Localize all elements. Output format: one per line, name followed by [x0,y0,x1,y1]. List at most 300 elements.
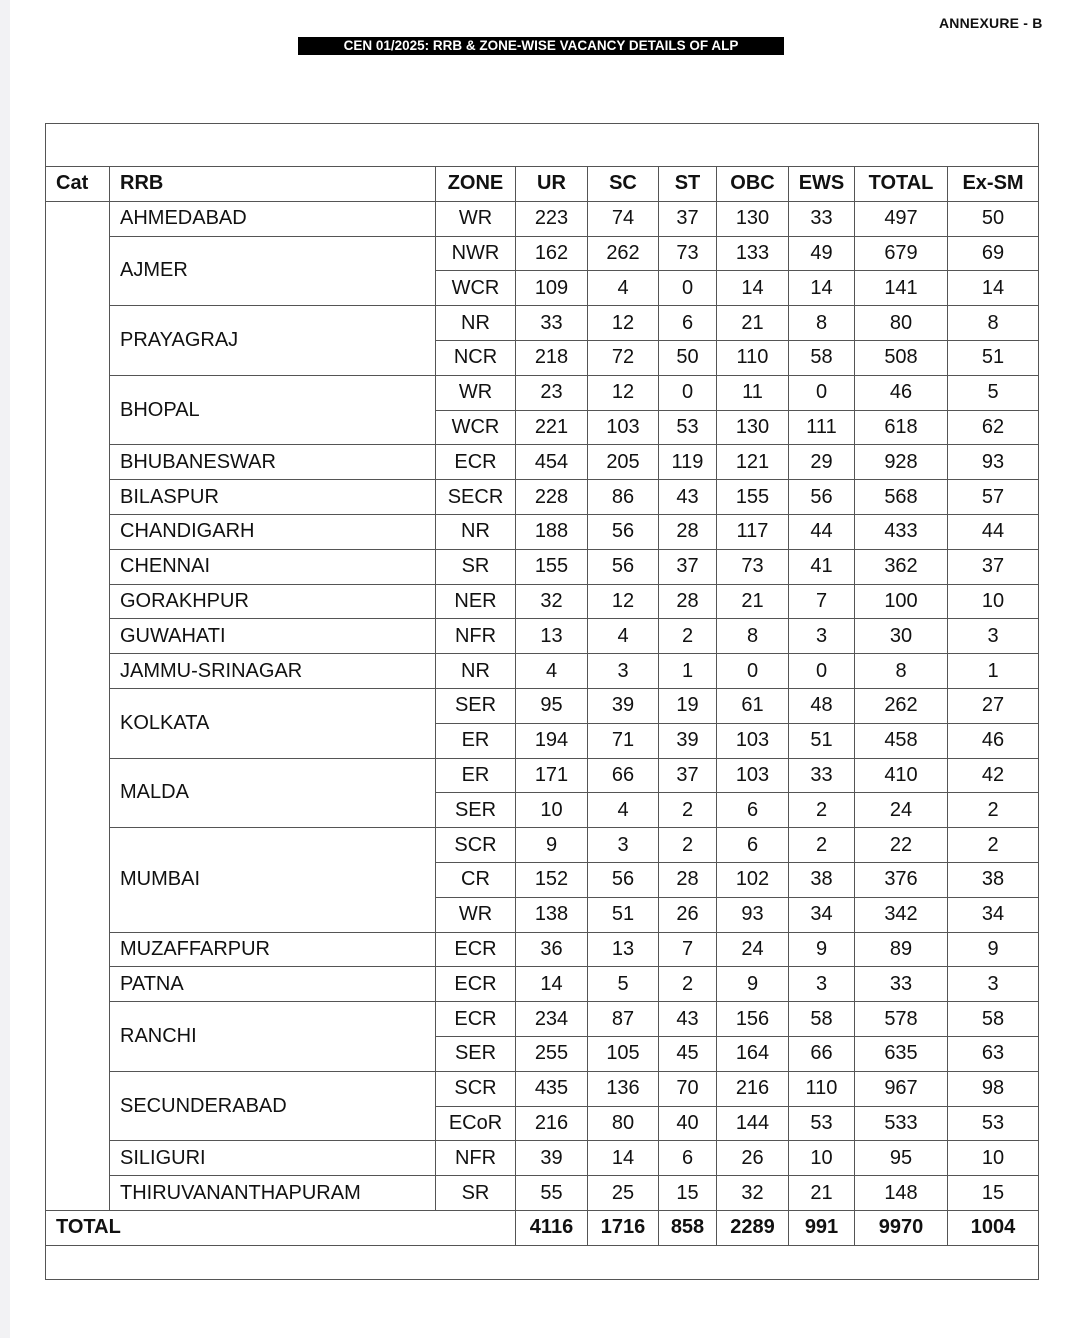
obc-cell: 130 [717,201,789,236]
total-cell: 679 [855,236,948,271]
column-header-ex-sm: Ex-SM [948,167,1039,202]
table-row [46,758,1039,793]
ex-sm-cell: 27 [948,688,1039,723]
zone-cell: ER [436,723,516,758]
ews-cell: 2 [789,793,855,828]
obc-cell: 6 [717,828,789,863]
obc-cell: 8 [717,619,789,654]
st-cell: 28 [659,514,717,549]
ews-cell: 0 [789,654,855,689]
total-cell: 30 [855,619,948,654]
total-cell: 148 [855,1176,948,1211]
sc-cell: 3 [588,828,659,863]
st-cell: 73 [659,236,717,271]
st-cell: 37 [659,549,717,584]
obc-cell: 21 [717,306,789,341]
table-row [46,828,1039,863]
zone-cell: NWR [436,236,516,271]
sc-cell: 71 [588,723,659,758]
total-cell: 33 [855,967,948,1002]
sc-cell: 205 [588,445,659,480]
ex-sm-cell: 44 [948,514,1039,549]
page-title: CEN 01/2025: RRB & ZONE-WISE VACANCY DETAILS OF ALP [298,37,784,55]
total-cell: 100 [855,584,948,619]
st-cell: 53 [659,410,717,445]
total-cell: 928 [855,445,948,480]
ews-cell: 14 [789,271,855,306]
st-cell: 37 [659,201,717,236]
total-cell: 262 [855,688,948,723]
ex-sm-cell: 42 [948,758,1039,793]
sc-cell: 86 [588,480,659,515]
rrb-name-cell: BHUBANESWAR [110,445,436,480]
ex-sm-cell: 46 [948,723,1039,758]
st-cell: 2 [659,828,717,863]
rrb-name-cell: RANCHI [110,1002,436,1072]
st-cell: 2 [659,967,717,1002]
table-row [46,514,1039,549]
st-cell: 7 [659,932,717,967]
total-label: TOTAL [46,1210,516,1245]
ex-sm-cell: 51 [948,340,1039,375]
sc-cell: 25 [588,1176,659,1211]
total-cell: 376 [855,862,948,897]
ews-cell: 66 [789,1036,855,1071]
obc-cell: 6 [717,793,789,828]
rrb-name-cell: BHOPAL [110,375,436,445]
ex-sm-cell: 9 [948,932,1039,967]
zone-cell: SECR [436,480,516,515]
ews-cell: 0 [789,375,855,410]
obc-cell: 144 [717,1106,789,1141]
sc-cell: 14 [588,1141,659,1176]
sc-cell: 56 [588,862,659,897]
ex-sm-cell: 5 [948,375,1039,410]
ur-cell: 36 [516,932,588,967]
ex-sm-cell: 98 [948,1071,1039,1106]
sc-cell: 4 [588,793,659,828]
rrb-name-cell: KOLKATA [110,688,436,758]
table-row [46,967,1039,1002]
table-row [46,1071,1039,1106]
ex-sm-cell: 62 [948,410,1039,445]
st-cell: 39 [659,723,717,758]
table-row [46,375,1039,410]
zone-cell: SER [436,688,516,723]
ews-cell: 49 [789,236,855,271]
rrb-name-cell: MUZAFFARPUR [110,932,436,967]
st-cell: 70 [659,1071,717,1106]
total-cell: 95 [855,1141,948,1176]
total-cell: 22 [855,828,948,863]
ex-sm-cell: 3 [948,619,1039,654]
ur-cell: 109 [516,271,588,306]
sc-cell: 12 [588,584,659,619]
zone-cell: ECoR [436,1106,516,1141]
rrb-name-cell: PRAYAGRAJ [110,306,436,376]
total-cell: 46 [855,375,948,410]
sc-cell: 105 [588,1036,659,1071]
ur-cell: 194 [516,723,588,758]
total-cell: 80 [855,306,948,341]
ex-sm-cell: 14 [948,271,1039,306]
obc-cell: 130 [717,410,789,445]
ews-cell: 58 [789,340,855,375]
sc-cell: 4 [588,271,659,306]
column-header-obc: OBC [717,167,789,202]
table-top-spacer-cell [46,124,1039,167]
st-cell: 0 [659,271,717,306]
ur-cell: 9 [516,828,588,863]
sc-cell: 74 [588,201,659,236]
document-page [10,0,1080,1338]
obc-cell: 103 [717,723,789,758]
table-row [46,201,1039,236]
total-sc-cell: 1716 [588,1210,659,1245]
total-cell: 635 [855,1036,948,1071]
ews-cell: 44 [789,514,855,549]
st-cell: 40 [659,1106,717,1141]
ur-cell: 33 [516,306,588,341]
ews-cell: 51 [789,723,855,758]
st-cell: 2 [659,619,717,654]
ews-cell: 53 [789,1106,855,1141]
obc-cell: 133 [717,236,789,271]
total-cell: 8 [855,654,948,689]
total-obc-cell: 2289 [717,1210,789,1245]
sc-cell: 66 [588,758,659,793]
column-header-sc: SC [588,167,659,202]
ur-cell: 13 [516,619,588,654]
st-cell: 43 [659,1002,717,1037]
zone-cell: NR [436,514,516,549]
ex-sm-cell: 50 [948,201,1039,236]
column-header-cat: Cat [46,167,110,202]
total-cell: 24 [855,793,948,828]
total-cell: 342 [855,897,948,932]
ex-sm-cell: 15 [948,1176,1039,1211]
ur-cell: 55 [516,1176,588,1211]
total-cell: 533 [855,1106,948,1141]
st-cell: 1 [659,654,717,689]
sc-cell: 13 [588,932,659,967]
column-header-st: ST [659,167,717,202]
ews-cell: 34 [789,897,855,932]
obc-cell: 121 [717,445,789,480]
table-row [46,1141,1039,1176]
obc-cell: 32 [717,1176,789,1211]
ews-cell: 38 [789,862,855,897]
column-header-ews: EWS [789,167,855,202]
ex-sm-cell: 93 [948,445,1039,480]
st-cell: 2 [659,793,717,828]
ur-cell: 218 [516,340,588,375]
ur-cell: 39 [516,1141,588,1176]
ex-sm-cell: 10 [948,584,1039,619]
obc-cell: 26 [717,1141,789,1176]
ex-sm-cell: 69 [948,236,1039,271]
ur-cell: 138 [516,897,588,932]
zone-cell: WCR [436,271,516,306]
obc-cell: 216 [717,1071,789,1106]
st-cell: 43 [659,480,717,515]
rrb-name-cell: PATNA [110,967,436,1002]
zone-cell: SER [436,793,516,828]
zone-cell: WCR [436,410,516,445]
ur-cell: 223 [516,201,588,236]
rrb-name-cell: GUWAHATI [110,619,436,654]
ex-sm-cell: 2 [948,828,1039,863]
st-cell: 28 [659,584,717,619]
zone-cell: SER [436,1036,516,1071]
total-cell: 433 [855,514,948,549]
ur-cell: 162 [516,236,588,271]
sc-cell: 262 [588,236,659,271]
ews-cell: 33 [789,201,855,236]
total-cell: 141 [855,271,948,306]
zone-cell: NR [436,306,516,341]
total-cell: 578 [855,1002,948,1037]
zone-cell: ECR [436,967,516,1002]
sc-cell: 136 [588,1071,659,1106]
st-cell: 119 [659,445,717,480]
rrb-name-cell: THIRUVANANTHAPURAM [110,1176,436,1211]
sc-cell: 51 [588,897,659,932]
sc-cell: 56 [588,514,659,549]
rrb-name-cell: AHMEDABAD [110,201,436,236]
ews-cell: 8 [789,306,855,341]
table-row [46,236,1039,271]
ex-sm-cell: 8 [948,306,1039,341]
obc-cell: 9 [717,967,789,1002]
st-cell: 26 [659,897,717,932]
zone-cell: ER [436,758,516,793]
ex-sm-cell: 57 [948,480,1039,515]
rrb-name-cell: GORAKHPUR [110,584,436,619]
ur-cell: 221 [516,410,588,445]
st-cell: 19 [659,688,717,723]
ex-sm-cell: 10 [948,1141,1039,1176]
rrb-name-cell: BILASPUR [110,480,436,515]
ur-cell: 435 [516,1071,588,1106]
total-ur-cell: 4116 [516,1210,588,1245]
st-cell: 45 [659,1036,717,1071]
rrb-name-cell: SECUNDERABAD [110,1071,436,1141]
zone-cell: SCR [436,828,516,863]
table-row [46,445,1039,480]
zone-cell: SCR [436,1071,516,1106]
ex-sm-cell: 63 [948,1036,1039,1071]
zone-cell: ECR [436,445,516,480]
table-row [46,1176,1039,1211]
total-cell: 458 [855,723,948,758]
table-row [46,306,1039,341]
ews-cell: 2 [789,828,855,863]
rrb-name-cell: CHENNAI [110,549,436,584]
column-header-zone: ZONE [436,167,516,202]
ews-cell: 3 [789,967,855,1002]
ur-cell: 4 [516,654,588,689]
ews-cell: 48 [789,688,855,723]
table-bottom-spacer-row [46,1245,1039,1279]
ex-sm-cell: 3 [948,967,1039,1002]
st-cell: 6 [659,306,717,341]
zone-cell: NR [436,654,516,689]
rrb-name-cell: MUMBAI [110,828,436,932]
obc-cell: 93 [717,897,789,932]
table-row [46,1002,1039,1037]
st-cell: 0 [659,375,717,410]
rrb-name-cell: JAMMU-SRINAGAR [110,654,436,689]
obc-cell: 24 [717,932,789,967]
zone-cell: WR [436,201,516,236]
zone-cell: WR [436,897,516,932]
zone-cell: NCR [436,340,516,375]
ur-cell: 23 [516,375,588,410]
column-header-rrb: RRB [110,167,436,202]
ex-sm-cell: 1 [948,654,1039,689]
ex-sm-cell: 2 [948,793,1039,828]
ur-cell: 188 [516,514,588,549]
total-ex-sm-cell: 1004 [948,1210,1039,1245]
sc-cell: 39 [588,688,659,723]
sc-cell: 12 [588,375,659,410]
zone-cell: WR [436,375,516,410]
total-cell: 410 [855,758,948,793]
zone-cell: SR [436,549,516,584]
st-cell: 6 [659,1141,717,1176]
ur-cell: 454 [516,445,588,480]
ur-cell: 10 [516,793,588,828]
st-cell: 37 [659,758,717,793]
sc-cell: 80 [588,1106,659,1141]
ur-cell: 152 [516,862,588,897]
ex-sm-cell: 38 [948,862,1039,897]
ews-cell: 56 [789,480,855,515]
sc-cell: 56 [588,549,659,584]
table-row [46,549,1039,584]
obc-cell: 11 [717,375,789,410]
zone-cell: ECR [436,932,516,967]
obc-cell: 0 [717,654,789,689]
ews-cell: 3 [789,619,855,654]
ews-cell: 29 [789,445,855,480]
ews-cell: 7 [789,584,855,619]
total-cell: 618 [855,410,948,445]
table-row [46,654,1039,689]
st-cell: 15 [659,1176,717,1211]
total-st-cell: 858 [659,1210,717,1245]
rrb-name-cell: SILIGURI [110,1141,436,1176]
zone-cell: NFR [436,619,516,654]
table-row [46,619,1039,654]
ews-cell: 21 [789,1176,855,1211]
zone-cell: CR [436,862,516,897]
obc-cell: 21 [717,584,789,619]
obc-cell: 156 [717,1002,789,1037]
obc-cell: 155 [717,480,789,515]
ews-cell: 58 [789,1002,855,1037]
ur-cell: 95 [516,688,588,723]
total-cell: 89 [855,932,948,967]
obc-cell: 110 [717,340,789,375]
sc-cell: 103 [588,410,659,445]
ur-cell: 228 [516,480,588,515]
total-total-cell: 9970 [855,1210,948,1245]
total-cell: 508 [855,340,948,375]
total-cell: 568 [855,480,948,515]
ews-cell: 110 [789,1071,855,1106]
sc-cell: 87 [588,1002,659,1037]
ur-cell: 255 [516,1036,588,1071]
table-row [46,480,1039,515]
column-header-ur: UR [516,167,588,202]
ex-sm-cell: 34 [948,897,1039,932]
zone-cell: ECR [436,1002,516,1037]
total-ews-cell: 991 [789,1210,855,1245]
ews-cell: 41 [789,549,855,584]
table-header-row [46,167,1039,202]
total-cell: 967 [855,1071,948,1106]
ews-cell: 10 [789,1141,855,1176]
ex-sm-cell: 58 [948,1002,1039,1037]
obc-cell: 102 [717,862,789,897]
ur-cell: 155 [516,549,588,584]
ur-cell: 234 [516,1002,588,1037]
annexure-label: ANNEXURE - B [939,15,1043,31]
ur-cell: 14 [516,967,588,1002]
rrb-name-cell: MALDA [110,758,436,828]
ews-cell: 33 [789,758,855,793]
sc-cell: 5 [588,967,659,1002]
sc-cell: 72 [588,340,659,375]
ews-cell: 111 [789,410,855,445]
ex-sm-cell: 53 [948,1106,1039,1141]
table-row [46,584,1039,619]
obc-cell: 14 [717,271,789,306]
table-row [46,932,1039,967]
total-cell: 362 [855,549,948,584]
rrb-name-cell: AJMER [110,236,436,306]
obc-cell: 73 [717,549,789,584]
ex-sm-cell: 37 [948,549,1039,584]
table-bottom-spacer-cell [46,1245,1039,1279]
total-cell: 497 [855,201,948,236]
obc-cell: 117 [717,514,789,549]
ur-cell: 32 [516,584,588,619]
st-cell: 28 [659,862,717,897]
ur-cell: 171 [516,758,588,793]
total-row [46,1210,1039,1245]
obc-cell: 103 [717,758,789,793]
table-row [46,688,1039,723]
obc-cell: 164 [717,1036,789,1071]
ur-cell: 216 [516,1106,588,1141]
sc-cell: 3 [588,654,659,689]
rrb-name-cell: CHANDIGARH [110,514,436,549]
table-top-spacer-row [46,124,1039,167]
sc-cell: 4 [588,619,659,654]
obc-cell: 61 [717,688,789,723]
ews-cell: 9 [789,932,855,967]
zone-cell: NFR [436,1141,516,1176]
column-header-total: TOTAL [855,167,948,202]
zone-cell: NER [436,584,516,619]
sc-cell: 12 [588,306,659,341]
vacancy-table [45,123,1039,1280]
st-cell: 50 [659,340,717,375]
zone-cell: SR [436,1176,516,1211]
